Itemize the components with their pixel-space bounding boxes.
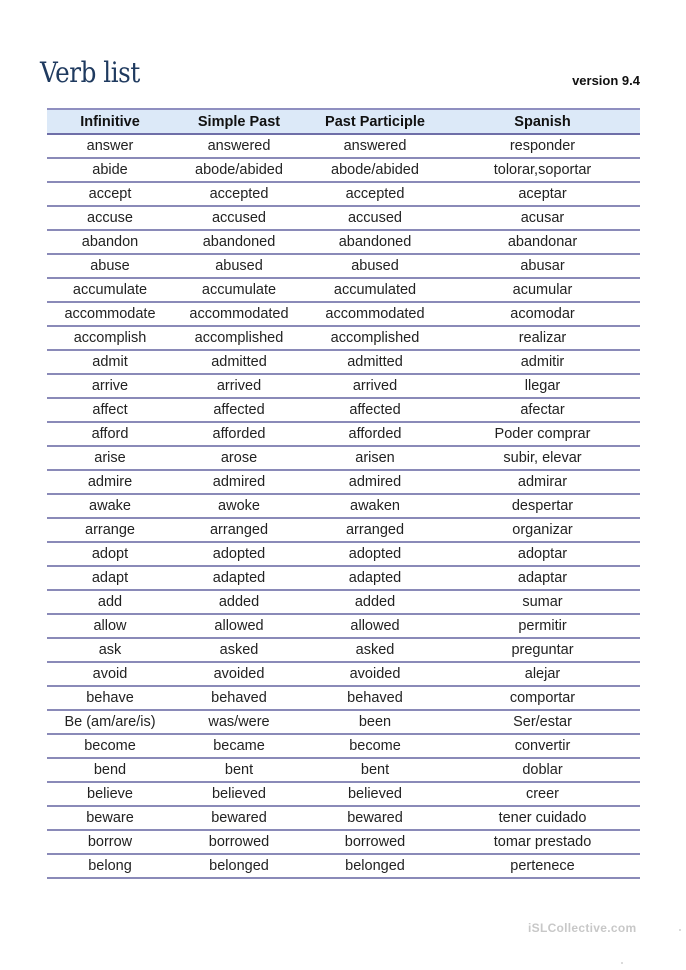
table-row [47, 446, 640, 470]
cell-simple-past: behaved [173, 686, 305, 710]
cell-past-participle: believed [305, 782, 445, 806]
cell-past-participle: avoided [305, 662, 445, 686]
cell-infinitive: become [47, 734, 173, 758]
cell-simple-past: allowed [173, 614, 305, 638]
cell-simple-past: added [173, 590, 305, 614]
table-row [47, 782, 640, 806]
cell-spanish: abandonar [445, 230, 640, 254]
cell-simple-past: answered [173, 134, 305, 158]
cell-spanish: creer [445, 782, 640, 806]
cell-infinitive: accumulate [47, 278, 173, 302]
table-row [47, 470, 640, 494]
table-row [47, 254, 640, 278]
header-simple-past: Simple Past [173, 109, 305, 134]
cell-simple-past: abandoned [173, 230, 305, 254]
table-row [47, 710, 640, 734]
table-body [47, 134, 640, 878]
cell-past-participle: admired [305, 470, 445, 494]
cell-past-participle: adapted [305, 566, 445, 590]
cell-spanish: alejar [445, 662, 640, 686]
cell-spanish: tener cuidado [445, 806, 640, 830]
table-row [47, 158, 640, 182]
cell-infinitive: behave [47, 686, 173, 710]
table-row [47, 326, 640, 350]
table-row [47, 686, 640, 710]
table-row [47, 854, 640, 878]
table-row [47, 350, 640, 374]
cell-spanish: Ser/estar [445, 710, 640, 734]
cell-simple-past: adapted [173, 566, 305, 590]
cell-infinitive: add [47, 590, 173, 614]
cell-past-participle: arranged [305, 518, 445, 542]
table-row [47, 758, 640, 782]
cell-past-participle: adopted [305, 542, 445, 566]
cell-simple-past: awoke [173, 494, 305, 518]
table-header-row [47, 109, 640, 134]
cell-spanish: llegar [445, 374, 640, 398]
cell-past-participle: accommodated [305, 302, 445, 326]
cell-past-participle: been [305, 710, 445, 734]
table-row [47, 182, 640, 206]
table-row [47, 494, 640, 518]
cell-spanish: permitir [445, 614, 640, 638]
header-spanish: Spanish [445, 109, 640, 134]
cell-spanish: pertenece [445, 854, 640, 878]
cell-past-participle: belonged [305, 854, 445, 878]
cell-past-participle: borrowed [305, 830, 445, 854]
cell-past-participle: abused [305, 254, 445, 278]
cell-past-participle: allowed [305, 614, 445, 638]
cell-simple-past: was/were [173, 710, 305, 734]
decorative-dot [679, 929, 681, 931]
cell-infinitive: accept [47, 182, 173, 206]
cell-infinitive: arrange [47, 518, 173, 542]
cell-infinitive: belong [47, 854, 173, 878]
table-row [47, 614, 640, 638]
cell-spanish: adoptar [445, 542, 640, 566]
table-row [47, 278, 640, 302]
cell-infinitive: admit [47, 350, 173, 374]
cell-spanish: acumular [445, 278, 640, 302]
cell-infinitive: affect [47, 398, 173, 422]
table-row [47, 662, 640, 686]
cell-infinitive: believe [47, 782, 173, 806]
cell-simple-past: accepted [173, 182, 305, 206]
version-label: version 9.4 [572, 73, 640, 88]
cell-past-participle: accepted [305, 182, 445, 206]
cell-simple-past: adopted [173, 542, 305, 566]
page-title: Verb list [40, 56, 140, 89]
cell-simple-past: admitted [173, 350, 305, 374]
cell-simple-past: arrived [173, 374, 305, 398]
cell-infinitive: accommodate [47, 302, 173, 326]
cell-infinitive: abide [47, 158, 173, 182]
table-row [47, 542, 640, 566]
cell-simple-past: accomplished [173, 326, 305, 350]
cell-spanish: aceptar [445, 182, 640, 206]
table-row [47, 374, 640, 398]
cell-infinitive: Be (am/are/is) [47, 710, 173, 734]
cell-spanish: subir, elevar [445, 446, 640, 470]
table-row [47, 302, 640, 326]
watermark-logo: iSLCollective.com [528, 921, 637, 935]
cell-past-participle: awaken [305, 494, 445, 518]
cell-simple-past: admired [173, 470, 305, 494]
cell-simple-past: became [173, 734, 305, 758]
header-infinitive: Infinitive [47, 109, 173, 134]
cell-spanish: despertar [445, 494, 640, 518]
cell-simple-past: accommodated [173, 302, 305, 326]
cell-simple-past: affected [173, 398, 305, 422]
cell-simple-past: bewared [173, 806, 305, 830]
cell-simple-past: asked [173, 638, 305, 662]
cell-spanish: tomar prestado [445, 830, 640, 854]
cell-spanish: afectar [445, 398, 640, 422]
table-row [47, 830, 640, 854]
cell-spanish: preguntar [445, 638, 640, 662]
cell-infinitive: answer [47, 134, 173, 158]
cell-past-participle: become [305, 734, 445, 758]
cell-simple-past: accused [173, 206, 305, 230]
cell-past-participle: bent [305, 758, 445, 782]
cell-infinitive: abandon [47, 230, 173, 254]
cell-spanish: Poder comprar [445, 422, 640, 446]
cell-past-participle: asked [305, 638, 445, 662]
table-row [47, 734, 640, 758]
cell-spanish: sumar [445, 590, 640, 614]
cell-simple-past: abused [173, 254, 305, 278]
cell-past-participle: afforded [305, 422, 445, 446]
cell-spanish: convertir [445, 734, 640, 758]
cell-past-participle: admitted [305, 350, 445, 374]
cell-spanish: admirar [445, 470, 640, 494]
cell-infinitive: borrow [47, 830, 173, 854]
cell-past-participle: answered [305, 134, 445, 158]
cell-past-participle: behaved [305, 686, 445, 710]
cell-past-participle: accomplished [305, 326, 445, 350]
cell-infinitive: abuse [47, 254, 173, 278]
cell-spanish: organizar [445, 518, 640, 542]
cell-spanish: abusar [445, 254, 640, 278]
cell-simple-past: arranged [173, 518, 305, 542]
cell-past-participle: accumulated [305, 278, 445, 302]
cell-simple-past: bent [173, 758, 305, 782]
table-row [47, 230, 640, 254]
cell-infinitive: ask [47, 638, 173, 662]
cell-simple-past: borrowed [173, 830, 305, 854]
table-row [47, 398, 640, 422]
cell-simple-past: arose [173, 446, 305, 470]
cell-spanish: admitir [445, 350, 640, 374]
cell-simple-past: avoided [173, 662, 305, 686]
cell-infinitive: awake [47, 494, 173, 518]
cell-simple-past: afforded [173, 422, 305, 446]
cell-spanish: doblar [445, 758, 640, 782]
cell-simple-past: believed [173, 782, 305, 806]
cell-simple-past: abode/abided [173, 158, 305, 182]
cell-simple-past: belonged [173, 854, 305, 878]
cell-infinitive: avoid [47, 662, 173, 686]
table-row [47, 134, 640, 158]
cell-infinitive: arise [47, 446, 173, 470]
cell-infinitive: allow [47, 614, 173, 638]
cell-infinitive: bend [47, 758, 173, 782]
cell-spanish: responder [445, 134, 640, 158]
table-row [47, 206, 640, 230]
table-row [47, 518, 640, 542]
cell-infinitive: admire [47, 470, 173, 494]
cell-spanish: tolorar,soportar [445, 158, 640, 182]
cell-past-participle: added [305, 590, 445, 614]
cell-spanish: adaptar [445, 566, 640, 590]
cell-spanish: realizar [445, 326, 640, 350]
cell-infinitive: afford [47, 422, 173, 446]
verb-table [47, 108, 640, 879]
cell-past-participle: abandoned [305, 230, 445, 254]
header-past-participle: Past Participle [305, 109, 445, 134]
cell-spanish: comportar [445, 686, 640, 710]
cell-infinitive: arrive [47, 374, 173, 398]
cell-past-participle: abode/abided [305, 158, 445, 182]
cell-infinitive: accomplish [47, 326, 173, 350]
cell-past-participle: arisen [305, 446, 445, 470]
cell-past-participle: arrived [305, 374, 445, 398]
table-row [47, 566, 640, 590]
decorative-dot [621, 962, 623, 964]
cell-infinitive: adopt [47, 542, 173, 566]
cell-infinitive: beware [47, 806, 173, 830]
cell-infinitive: adapt [47, 566, 173, 590]
table-row [47, 638, 640, 662]
table-row [47, 590, 640, 614]
table-row [47, 806, 640, 830]
cell-past-participle: accused [305, 206, 445, 230]
cell-infinitive: accuse [47, 206, 173, 230]
cell-spanish: acusar [445, 206, 640, 230]
table-row [47, 422, 640, 446]
cell-spanish: acomodar [445, 302, 640, 326]
cell-past-participle: affected [305, 398, 445, 422]
cell-simple-past: accumulate [173, 278, 305, 302]
cell-past-participle: bewared [305, 806, 445, 830]
